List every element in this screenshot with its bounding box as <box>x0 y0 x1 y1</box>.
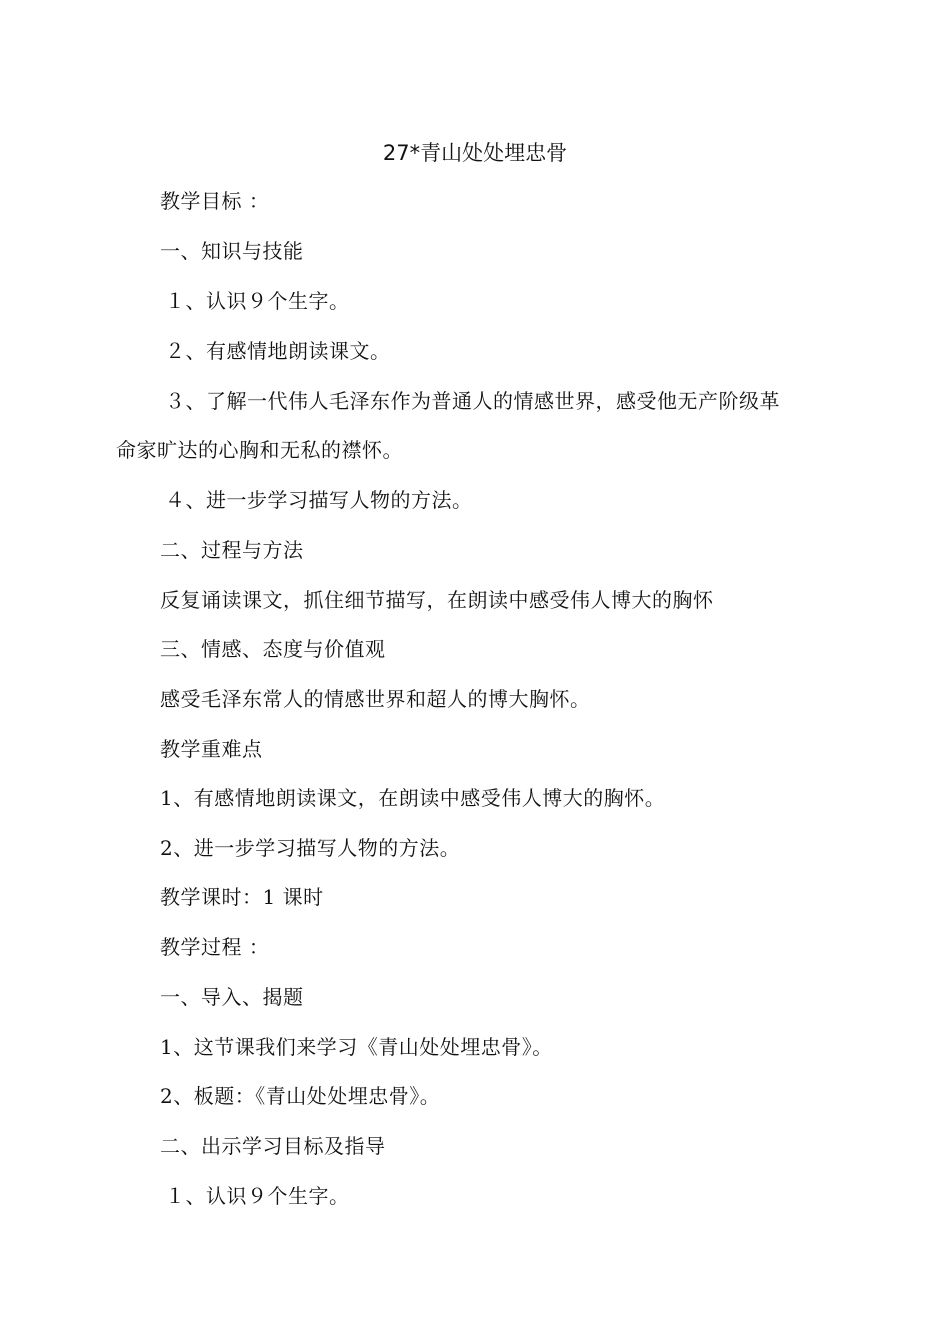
document-title: 27*青山处处埋忠骨 <box>382 141 568 165</box>
key-point-2: 2、进一步学习描写人物的方法。 <box>160 836 461 860</box>
emotion-attitude-text: 感受毛泽东常人的情感世界和超人的博大胸怀。 <box>160 687 591 711</box>
process-goals-item-1: １、认识９个生字。 <box>165 1184 350 1208</box>
process-step-goals: 二、出示学习目标及指导 <box>160 1134 386 1158</box>
goal-item-4: ４、进一步学习描写人物的方法。 <box>165 488 473 512</box>
section-emotion-attitude: 三、情感、态度与价值观 <box>160 637 386 661</box>
process-intro-item-2: 2、板题：《青山处处埋忠骨》。 <box>160 1084 441 1108</box>
heading-teaching-process: 教学过程 ： <box>160 935 270 959</box>
section-knowledge-skills: 一、知识与技能 <box>160 239 304 263</box>
class-hours: 教学课时：1 课时 <box>160 885 324 909</box>
goal-item-3: ３、了解一代伟人毛泽东作为普通人的情感世界，感受他无产阶级革 <box>165 389 780 413</box>
process-method-text: 反复诵读课文，抓住细节描写，在朗读中感受伟人博大的胸怀 <box>160 588 714 612</box>
goal-item-2: ２、有感情地朗读课文。 <box>165 339 391 363</box>
goal-item-3-continued: 命家旷达的心胸和无私的襟怀。 <box>116 438 403 462</box>
section-process-method: 二、过程与方法 <box>160 538 304 562</box>
heading-teaching-goals: 教学目标 ： <box>160 189 270 213</box>
goal-item-1: １、认识９个生字。 <box>165 289 350 313</box>
process-step-intro: 一、导入、揭题 <box>160 985 304 1009</box>
process-intro-item-1: 1、这节课我们来学习《青山处处埋忠骨》。 <box>160 1035 553 1059</box>
heading-key-difficulties: 教学重难点 <box>160 737 263 761</box>
key-point-1: 1、有感情地朗读课文，在朗读中感受伟人博大的胸怀。 <box>160 786 666 810</box>
